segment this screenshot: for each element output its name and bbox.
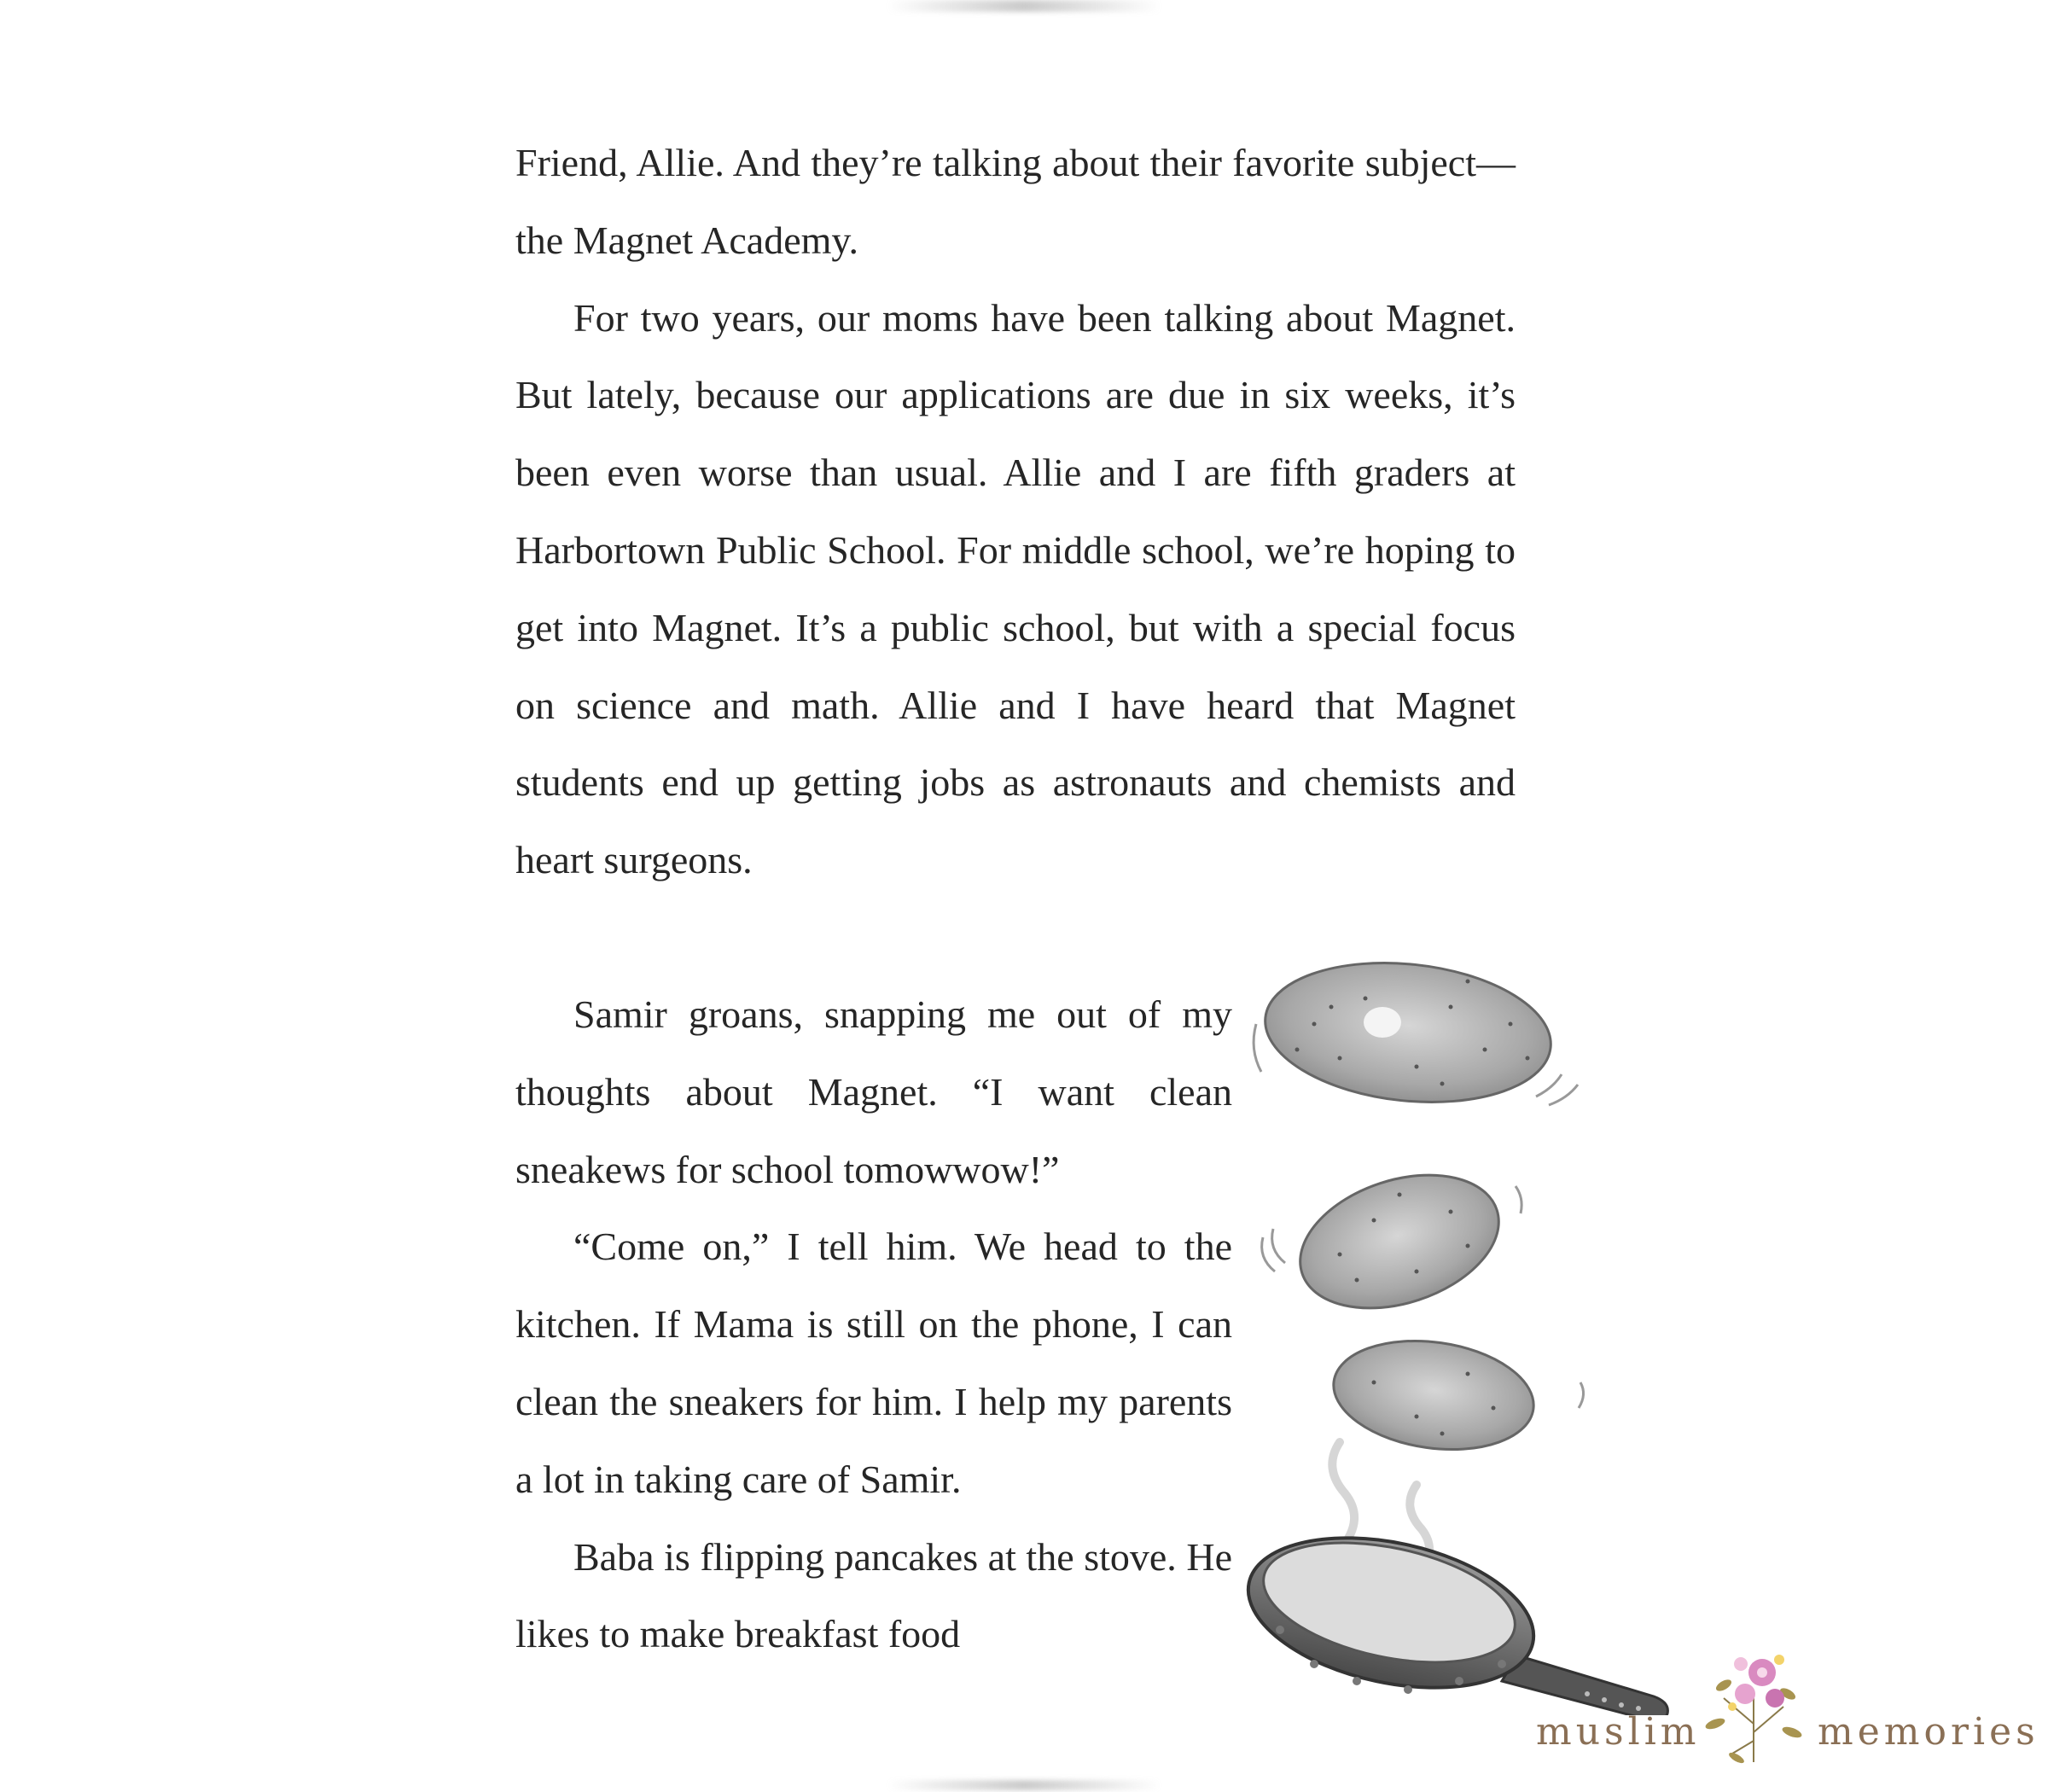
paragraph-4: “Come on,” I tell him. We head to the kitchen. If Mama is still on the phone, I can clean the sneakers for him. I help my parents a lot in taking care of Samir. <box>515 1225 1232 1501</box>
pancake-middle <box>1262 1151 1522 1331</box>
watermark <box>1527 1638 2039 1766</box>
pancakes-flipping-from-pan-icon <box>1246 930 1690 1715</box>
body-text-beside-illustration <box>515 976 1232 1673</box>
running-footer <box>887 1780 1161 1790</box>
paragraph-5: Baba is flipping pancakes at the stove. He likes to make breakfast food <box>515 1534 1232 1656</box>
body-text-full-width <box>515 125 1516 899</box>
running-header <box>887 0 1161 12</box>
pancake-top <box>1254 950 1578 1115</box>
paragraph-1: Friend, Allie. And they’re talking about their favorite subject—the Magnet Academy. <box>515 141 1516 262</box>
paragraph-2: For two years, our moms have been talking about Magnet. But lately, because our applications are due in six weeks, it’s been even worse than usual. Allie and I are fifth graders at Harbortown Public School. For middle school, we’re hoping to get into Magnet. It’s a public school, but with a special focus on science and math. Allie and I have heard that Magnet students end up getting jobs as astronauts and chemists and heart surgeons. <box>515 295 1516 882</box>
pancake-bottom <box>1327 1329 1584 1462</box>
flower-bouquet-icon <box>1698 1638 1809 1766</box>
paragraph-3: Samir groans, snapping me out of my thoughts about Magnet. “I want clean sneakews for school tomowwow!” <box>515 992 1232 1191</box>
watermark-right-word: memories <box>1818 1710 2039 1754</box>
watermark-left-word: muslim <box>1536 1710 1701 1754</box>
